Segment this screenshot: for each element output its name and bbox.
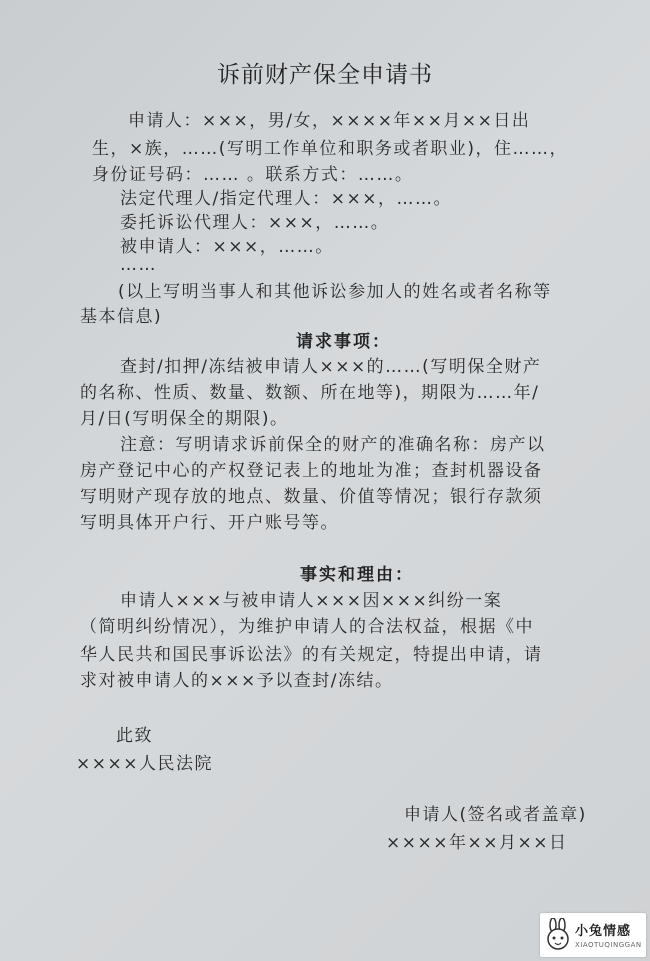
facts-line-2: （简明纠纷情况），为维护申请人的合法权益，根据《中 (80, 617, 534, 637)
facts-line-4: 求对被申请人的×××予以查封/冻结。 (80, 671, 394, 691)
applicant-line: 申请人：×××，男/女，××××年××月××日出 (128, 111, 531, 131)
claims-line-1: 查封/扣押/冻结被申请人×××的……(写明保全财产 (120, 357, 542, 377)
court-name: ××××人民法院 (76, 754, 213, 774)
id-contact-line: 身份证号码：…… 。联系方式：……。 (92, 165, 414, 185)
facts-line-1: 申请人×××与被申请人×××因×××纠纷一案 (120, 591, 503, 611)
signature-label: 申请人(签名或者盖章) (404, 805, 587, 825)
claims-line-2: 的名称、性质、数量、数额、所在地等)，期限为……年/ (80, 383, 540, 403)
notice-line-2: 房产登记中心的产权登记表上的地址为准；查封机器设备 (80, 461, 543, 481)
salutation: 此致 (116, 726, 153, 746)
document-title: 诉前财产保全申请书 (217, 62, 433, 88)
claims-heading: 请求事项： (296, 332, 391, 352)
legal-rep-line: 法定代理人/指定代理人：×××，……。 (120, 189, 452, 209)
watermark-subtitle: XIAOTUQINGGAN (575, 941, 642, 949)
rabbit-icon (543, 918, 573, 952)
ellipsis-line: …… (120, 255, 157, 275)
facts-line-3: 华人民共和国民事诉讼法》的有关规定，特提出申请，请 (80, 645, 543, 665)
notice-line-4: 写明具体开户行、开户账号等。 (80, 513, 339, 533)
watermark-name: 小兔情感 (575, 924, 632, 939)
respondent-line: 被申请人：×××，……。 (120, 237, 334, 257)
note-line-2: 基本信息) (80, 307, 163, 327)
applicant-detail-line: 生，×族，……(写明工作单位和职务或者职业)，住……， (92, 139, 569, 159)
watermark-logo (540, 913, 646, 957)
notice-line-3: 写明财产现存放的地点、数量、价值等情况；银行存款须 (80, 487, 543, 507)
facts-heading: 事实和理由： (300, 565, 414, 585)
notice-line-1: 注意：写明请求诉前保全的财产的准确名称：房产以 (120, 435, 546, 455)
claims-line-3: 月/日(写明保全的期限)。 (80, 409, 289, 429)
agent-line: 委托诉讼代理人：×××，……。 (120, 213, 390, 233)
signature-date: ××××年××月××日 (386, 833, 568, 853)
note-line-1: (以上写明当事人和其他诉讼参加人的姓名或者名称等 (118, 282, 552, 302)
